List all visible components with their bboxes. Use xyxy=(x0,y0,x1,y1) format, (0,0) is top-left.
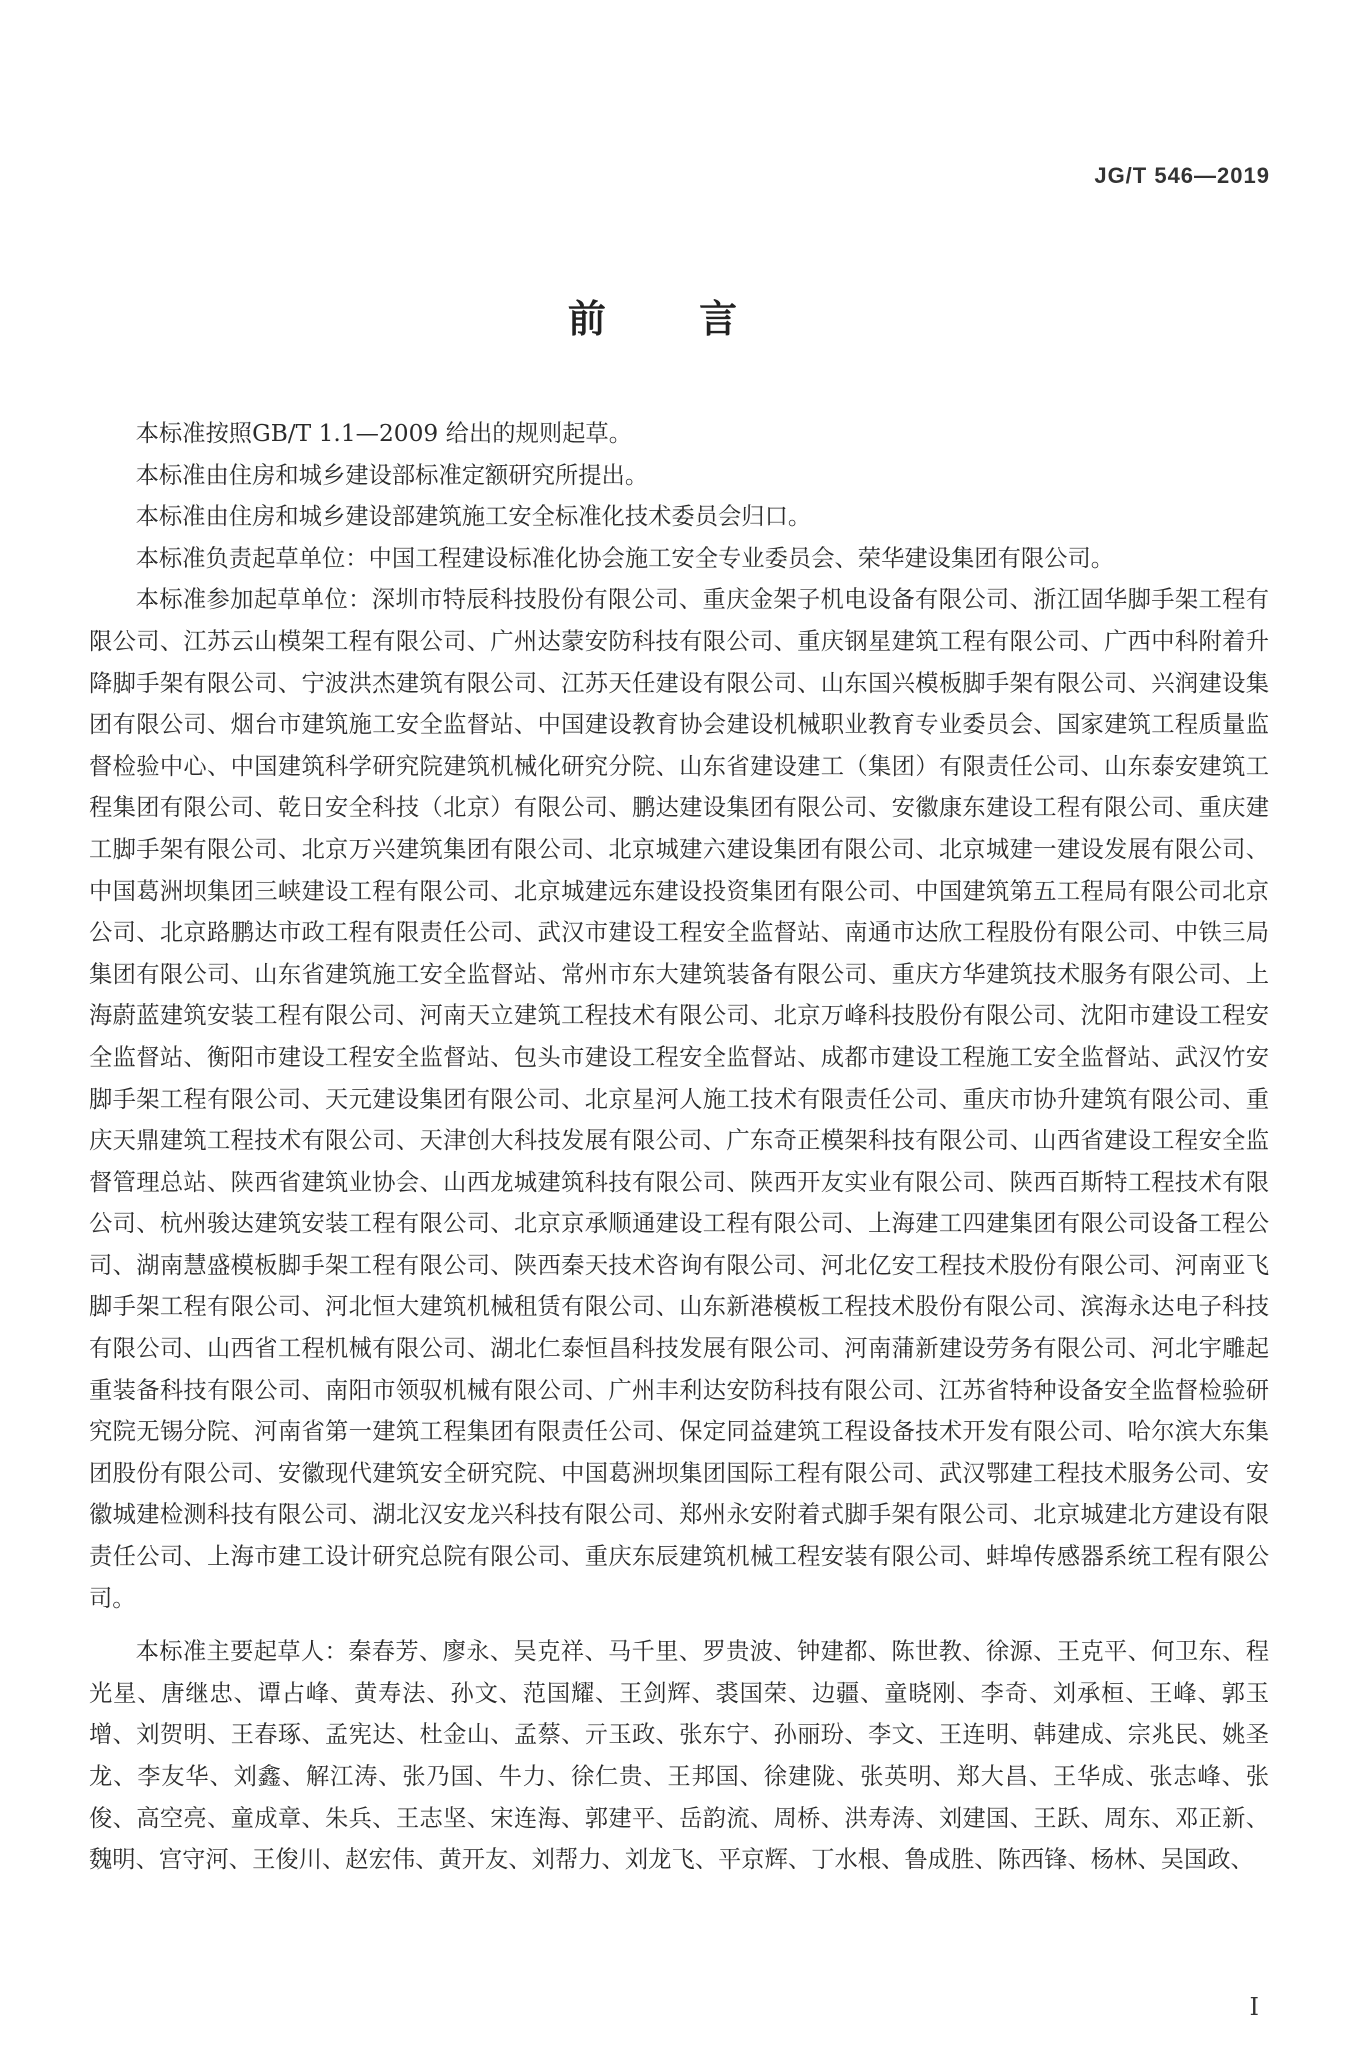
foreword-body xyxy=(89,413,1269,1881)
page-title: 前 言 xyxy=(567,297,778,341)
paragraph-participating-units: 本标准参加起草单位：深圳市特辰科技股份有限公司、重庆金架子机电设备有限公司、浙江固华脚手架工程有限公司、江苏云山模架工程有限公司、广州达蒙安防科技有限公司、重庆钢星建筑工程有限公司、广西中科附着升降脚手架有限公司、宁波洪杰建筑有限公司、江苏天任建设有限公司、山东国兴模板脚手架有限公司、兴润建设集团有限公司、烟台市建筑施工安全监督站、中国建设教育协会建设机械职业教育专业委员会、国家建筑工程质量监督检验中心、中国建筑科学研究院建筑机械化研究分院、山东省建设建工（集团）有限责任公司、山东泰安建筑工程集团有限公司、乾日安全科技（北京）有限公司、鹏达建设集团有限公司、安徽康东建设工程有限公司、重庆建工脚手架有限公司、北京万兴建筑集团有限公司、北京城建六建设集团有限公司、北京城建一建设发展有限公司、中国葛洲坝集团三峡建设工程有限公司、北京城建远东建设投资集团有限公司、中国建筑第五工程局有限公司北京公司、北京路鹏达市政工程有限责任公司、武汉市建设工程安全监督站、南通市达欣工程股份有限公司、中铁三局集团有限公司、山东省建筑施工安全监督站、常州市东大建筑装备有限公司、重庆方华建筑技术服务有限公司、上海蔚蓝建筑安装工程有限公司、河南天立建筑工程技术有限公司、北京万峰科技股份有限公司、沈阳市建设工程安全监督站、衡阳市建设工程安全监督站、包头市建设工程安全监督站、成都市建设工程施工安全监督站、武汉竹安脚手架工程有限公司、天元建设集团有限公司、北京星河人施工技术有限责任公司、重庆市协升建筑有限公司、重庆天鼎建筑工程技术有限公司、天津创大科技发展有限公司、广东奇正模架科技有限公司、山西省建设工程安全监督管理总站、陕西省建筑业协会、山西龙城建筑科技有限公司、陕西开友实业有限公司、陕西百斯特工程技术有限公司、杭州骏达建筑安装工程有限公司、北京京承顺通建设工程有限公司、上海建工四建集团有限公司设备工程公司、湖南慧盛模板脚手架工程有限公司、陕西秦天技术咨询有限公司、河北亿安工程技术股份有限公司、河南亚飞脚手架工程有限公司、河北恒大建筑机械租赁有限公司、山东新港模板工程技术股份有限公司、滨海永达电子科技有限公司、山西省工程机械有限公司、湖北仁泰恒昌科技发展有限公司、河南蒲新建设劳务有限公司、河北宇雕起重装备科技有限公司、南阳市领驭机械有限公司、广州丰利达安防科技有限公司、江苏省特种设备安全监督检验研究院无锡分院、河南省第一建筑工程集团有限责任公司、保定同益建筑工程设备技术开发有限公司、哈尔滨大东集团股份有限公司、安徽现代建筑安全研究院、中国葛洲坝集团国际工程有限公司、武汉鄂建工程技术服务公司、安徽城建检测科技有限公司、湖北汉安龙兴科技有限公司、郑州永安附着式脚手架有限公司、北京城建北方建设有限责任公司、上海市建工设计研究总院有限公司、重庆东辰建筑机械工程安装有限公司、蚌埠传感器系统工程有限公司。 xyxy=(89,586,1269,1612)
paragraph-main-drafters: 本标准主要起草人：秦春芳、廖永、吴克祥、马千里、罗贵波、钟建都、陈世教、徐源、王克平、何卫东、程光星、唐继忠、谭占峰、黄寿法、孙文、范国耀、王剑辉、裘国荣、边疆、童晓刚、李奇、刘承桓、王峰、郭玉增、刘贺明、王春琢、孟宪达、杜金山、孟蔡、亓玉政、张东宁、孙丽玢、李文、王连明、韩建成、宗兆民、姚圣龙、李友华、刘鑫、解江涛、张乃国、牛力、徐仁贵、王邦国、徐建陇、张英明、郑大昌、王华成、张志峰、张俊、高空亮、童成章、朱兵、王志坚、宋连海、郭建平、岳韵流、周桥、洪寿涛、刘建国、王跃、周东、邓正新、魏明、宫守河、王俊川、赵宏伟、黄开友、刘帮力、刘龙飞、平京辉、丁水根、鲁成胜、陈西锋、杨林、吴国政、 xyxy=(89,1638,1269,1874)
paragraph-proposer: 本标准由住房和城乡建设部标准定额研究所提出。 xyxy=(135,461,649,489)
page-number: I xyxy=(1249,1993,1259,2021)
paragraph-lead-drafters: 本标准负责起草单位：中国工程建设标准化协会施工安全专业委员会、荣华建设集团有限公司。 xyxy=(135,544,1115,572)
standard-code: JG/T 546—2019 xyxy=(1094,163,1270,188)
paragraph-committee: 本标准由住房和城乡建设部建筑施工安全标准化技术委员会归口。 xyxy=(135,503,812,531)
paragraph-drafting-rules: 本标准按照GB/T 1.1—2009 给出的规则起草。 xyxy=(135,420,633,447)
